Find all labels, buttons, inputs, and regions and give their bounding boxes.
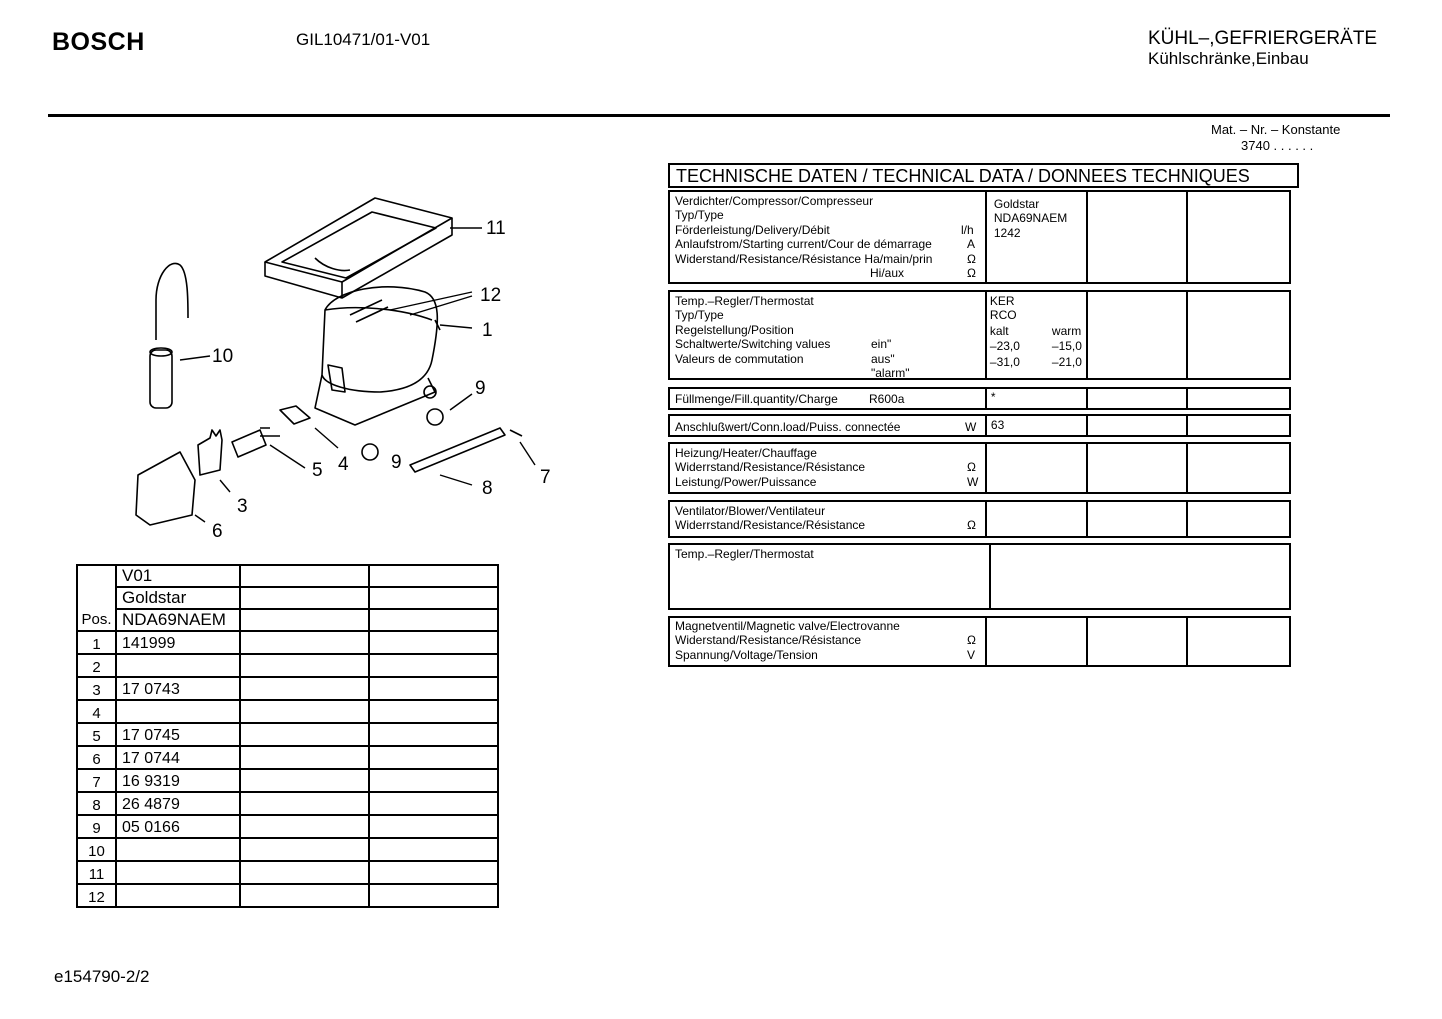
- starting-current-unit: A: [967, 237, 976, 252]
- compressor-labels: [670, 192, 987, 282]
- blower-label: Ventilator/Blower/Ventilateur: [675, 504, 826, 518]
- callout-10: 10: [212, 346, 234, 367]
- table-row: [77, 631, 498, 654]
- valve-label: Magnetventil/Magnetic valve/Electrovanne: [675, 619, 900, 633]
- connected-load-label: Anschlußwert/Conn.load/Puiss. connectée: [675, 420, 901, 434]
- valve-resistance-label: Widerstand/Resistance/Résistance: [675, 633, 862, 648]
- category-title: KÜHL–,GEFRIERGERÄTE: [1148, 28, 1378, 49]
- fill-quantity-block: [668, 387, 1291, 410]
- technical-data-title: TECHNISCHE DATEN / TECHNICAL DATA / DONNEES TECHNIQUES: [668, 163, 1299, 188]
- row-pos: 9: [77, 815, 116, 838]
- row-part: 17 0744: [116, 746, 240, 769]
- heater-power-label: Leistung/Power/Puissance: [675, 474, 817, 489]
- heater-power-unit: W: [967, 474, 979, 489]
- valve-voltage-label: Spannung/Voltage/Tension: [675, 647, 818, 662]
- exploded-parts-diagram: [110, 180, 570, 555]
- brand-logo: BOSCH: [52, 28, 145, 56]
- row-pos: 12: [77, 884, 116, 907]
- fill-quantity-value: *: [987, 389, 1088, 408]
- starting-current-label: Anlaufstrom/Starting current/Cour de démarrage: [675, 237, 932, 252]
- row-pos: 6: [77, 746, 116, 769]
- parts-table: [76, 564, 499, 908]
- table-row: [77, 700, 498, 723]
- delivery-label: Förderleistung/Delivery/Débit: [675, 222, 830, 237]
- row-part: 26 4879: [116, 792, 240, 815]
- row-pos: 10: [77, 838, 116, 861]
- model-number: GIL10471/01-V01: [296, 30, 431, 49]
- row-pos: 3: [77, 677, 116, 700]
- callout-5: 5: [312, 460, 323, 481]
- off-warm-value: –21,0: [1051, 354, 1082, 369]
- switching-values-label: Schaltwerte/Switching values: [675, 337, 831, 352]
- callout-11: 11: [486, 218, 506, 239]
- mat-label: Mat. – Nr. – Konstante: [1211, 122, 1341, 137]
- table-row: [77, 769, 498, 792]
- small-parts-drawing: [136, 406, 522, 525]
- compressor-drawing: [315, 287, 440, 425]
- compressor-block: [668, 190, 1291, 284]
- resistance-aux-unit: Ω: [967, 265, 976, 280]
- row-part: [116, 838, 240, 861]
- blower-resistance-label: Widerrstand/Resistance/Résistance: [675, 518, 866, 533]
- commutation-label: Valeurs de commutation: [675, 351, 804, 366]
- magnetic-valve-block: [668, 616, 1291, 667]
- row-pos: 8: [77, 792, 116, 815]
- thermostat-type-label: Typ/Type: [675, 308, 724, 323]
- off-label: aus": [871, 351, 895, 366]
- heater-resistance-unit: Ω: [967, 460, 976, 475]
- valve-resistance-unit: Ω: [967, 633, 976, 648]
- row-pos: 4: [77, 700, 116, 723]
- row-part: 17 0745: [116, 723, 240, 746]
- heater-block: [668, 442, 1291, 494]
- compressor-label: Verdichter/Compressor/Compresseur: [675, 194, 874, 208]
- table-row: [77, 677, 498, 700]
- thermostat-values: [987, 292, 1088, 378]
- table-row: [77, 654, 498, 677]
- connected-load-unit: W: [965, 420, 977, 434]
- callout-6: 6: [212, 521, 223, 542]
- row-pos: 5: [77, 723, 116, 746]
- callout-9a: 9: [475, 378, 486, 399]
- compressor-delivery: 1242: [993, 225, 1021, 240]
- callout-1: 1: [482, 320, 493, 341]
- callout-12: 12: [480, 285, 502, 306]
- callout-4: 4: [338, 454, 349, 475]
- delivery-unit: l/h: [961, 222, 974, 237]
- pos-header: Pos.: [77, 565, 116, 631]
- compressor-make: Goldstar: [993, 197, 1040, 211]
- callout-3: 3: [237, 496, 248, 517]
- variant-header: V01: [116, 565, 240, 587]
- callout-7: 7: [540, 467, 551, 488]
- thermostat2-block: [668, 543, 1291, 610]
- mat-value: 3740 . . . . . .: [1241, 138, 1314, 153]
- callout-8: 8: [482, 478, 493, 499]
- alarm-label: "alarm": [871, 365, 910, 380]
- off-cold-value: –31,0: [989, 354, 1020, 369]
- compressor-type-header: NDA69NAEM: [116, 609, 240, 631]
- cold-label: kalt: [989, 323, 1009, 338]
- on-cold-value: –23,0: [989, 339, 1020, 354]
- row-part: [116, 884, 240, 907]
- type-label: Typ/Type: [675, 208, 724, 223]
- compressor-values: [987, 192, 1088, 282]
- blower-resistance-unit: Ω: [967, 518, 976, 533]
- callout-9b: 9: [391, 452, 402, 473]
- thermostat-block: [668, 290, 1291, 380]
- capacitor-drawing: [150, 263, 188, 408]
- row-pos: 1: [77, 631, 116, 654]
- position-label: Regelstellung/Position: [675, 322, 794, 337]
- resistance-main-label: Widerstand/Resistance/Résistance Ha/main/prin: [675, 251, 933, 266]
- table-row: [77, 746, 498, 769]
- row-part: 17 0743: [116, 677, 240, 700]
- blower-block: [668, 500, 1291, 538]
- connected-load-value: 63: [987, 416, 1088, 435]
- thermostat-label: Temp.–Regler/Thermostat: [675, 294, 814, 308]
- table-row: [77, 838, 498, 861]
- table-row: [77, 723, 498, 746]
- row-pos: 2: [77, 654, 116, 677]
- thermostat-type: RCO: [989, 308, 1017, 323]
- on-label: ein": [871, 337, 892, 352]
- heater-resistance-label: Widerrstand/Resistance/Résistance: [675, 460, 866, 475]
- row-pos: 7: [77, 769, 116, 792]
- row-part: 05 0166: [116, 815, 240, 838]
- thermostat-make: KER: [989, 294, 1015, 308]
- thermostat2-label: Temp.–Regler/Thermostat: [675, 547, 814, 561]
- resistance-main-unit: Ω: [967, 251, 976, 266]
- row-part: [116, 861, 240, 884]
- category-subtitle: Kühlschränke,Einbau: [1148, 49, 1309, 68]
- fill-quantity-label: Füllmenge/Fill.quantity/Charge: [675, 392, 838, 406]
- table-row: [77, 861, 498, 884]
- resistance-aux-label: Hi/aux: [870, 265, 905, 280]
- on-warm-value: –15,0: [1051, 339, 1082, 354]
- valve-voltage-unit: V: [967, 647, 976, 662]
- header-rule: [48, 114, 1390, 117]
- table-row: [77, 884, 498, 907]
- warm-label: warm: [1051, 323, 1082, 338]
- row-part: [116, 700, 240, 723]
- compressor-type: NDA69NAEM: [993, 211, 1068, 226]
- document-id: e154790-2/2: [54, 967, 150, 986]
- manufacturer-header: Goldstar: [116, 587, 240, 609]
- table-row: [77, 792, 498, 815]
- refrigerant-type: R600a: [869, 392, 905, 406]
- table-row: [77, 815, 498, 838]
- heater-label: Heizung/Heater/Chauffage: [675, 446, 817, 460]
- row-pos: 11: [77, 861, 116, 884]
- drip-tray-drawing: [265, 198, 452, 298]
- thermostat-labels: [670, 292, 987, 378]
- row-part: 16 9319: [116, 769, 240, 792]
- row-part: [116, 654, 240, 677]
- row-part: 141999: [116, 631, 240, 654]
- connected-load-block: [668, 414, 1291, 437]
